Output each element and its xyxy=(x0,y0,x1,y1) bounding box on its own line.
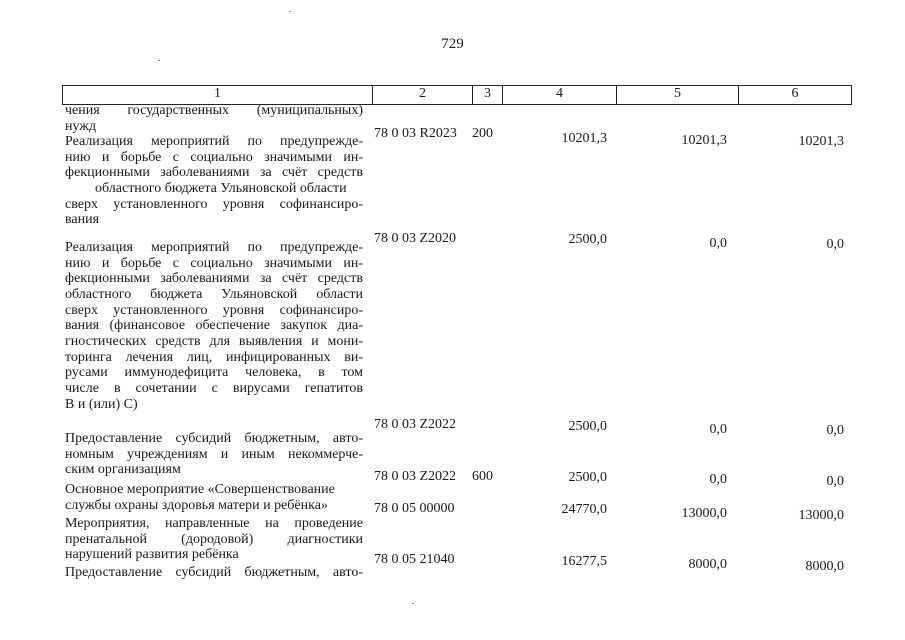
row-col5: 0,0 xyxy=(709,236,727,251)
row-col4: 16277,5 xyxy=(561,554,607,569)
desc-line: областного бюджета Ульяновской области xyxy=(95,180,347,196)
row-description xyxy=(65,565,363,581)
row-col4: 10201,3 xyxy=(561,131,607,146)
row-description xyxy=(65,240,363,412)
header-col-2: 2 xyxy=(372,86,472,104)
desc-line: фекционными заболеваниями за счёт средств xyxy=(65,271,363,287)
scan-speck xyxy=(412,603,414,604)
row-description xyxy=(65,482,363,513)
header-col-4: 4 xyxy=(502,86,616,104)
desc-line: Предоставление субсидий бюджетным, авто- xyxy=(65,431,363,446)
desc-line: фекционными заболеваниями за счёт средств xyxy=(65,165,363,181)
desc-line: торинга лечения лиц, инфицированных ви- xyxy=(65,349,363,365)
desc-line: нию и борьбе с социально значимыми ин- xyxy=(65,255,363,271)
desc-line: сверх установленного уровня софинансиро- xyxy=(65,196,363,212)
row-col5: 0,0 xyxy=(709,472,727,487)
desc-line: пренатальной (дородовой) диагностики xyxy=(65,531,363,547)
row-col5: 0,0 xyxy=(709,422,727,437)
desc-line: номным учреждениям и иным некоммерче- xyxy=(65,446,363,462)
scan-speck xyxy=(158,60,160,61)
desc-line: В и (или) С) xyxy=(65,396,138,412)
row-col6: 0,0 xyxy=(826,474,844,489)
row-col5: 13000,0 xyxy=(681,506,727,521)
row-description xyxy=(65,103,363,134)
row-col4: 24770,0 xyxy=(561,502,607,517)
desc-line: русами иммунодефицита человека, в том xyxy=(65,365,363,381)
desc-line: Предоставление субсидий бюджетным, авто- xyxy=(65,565,363,580)
desc-line: Реализация мероприятий по предупрежде- xyxy=(65,134,363,149)
row-col5: 10201,3 xyxy=(681,133,727,148)
row-description xyxy=(65,134,363,228)
header-col-5: 5 xyxy=(616,86,738,104)
desc-line: вания xyxy=(65,212,100,228)
scan-speck xyxy=(289,11,291,12)
desc-line: службы охраны здоровья матери и ребёнка» xyxy=(65,497,328,513)
header-col-6: 6 xyxy=(738,86,851,104)
row-col6: 0,0 xyxy=(826,237,844,252)
row-description xyxy=(65,516,363,563)
row-col6: 0,0 xyxy=(826,423,844,438)
desc-line: областного бюджета Ульяновской области xyxy=(65,286,363,302)
row-col4: 2500,0 xyxy=(568,419,607,434)
desc-line: Основное мероприятие «Совершенствование xyxy=(65,482,335,497)
table-header xyxy=(62,85,852,105)
row-code: 78 0 05 00000 xyxy=(374,501,455,516)
row-code: 78 0 03 Z2022 xyxy=(374,469,457,484)
desc-line: Мероприятия, направленные на проведение xyxy=(65,516,363,531)
row-col4: 2500,0 xyxy=(568,470,607,485)
row-col6: 13000,0 xyxy=(798,508,844,523)
row-code: 78 0 03 Z2022 xyxy=(374,417,457,432)
row-col6: 8000,0 xyxy=(805,559,844,574)
desc-line: числе в сочетании с вирусами гепатитов xyxy=(65,380,363,396)
desc-line: нию и борьбе с социально значимыми ин- xyxy=(65,149,363,165)
desc-line: нарушений развития ребёнка xyxy=(65,547,239,563)
desc-line: чения государственных (муниципальных) xyxy=(65,103,363,118)
row-code: 78 0 03 R2023 xyxy=(374,126,457,141)
row-col4: 2500,0 xyxy=(568,232,607,247)
row-code: 78 0 05 21040 xyxy=(374,552,455,567)
desc-line: ским организациям xyxy=(65,462,181,478)
row-col5: 8000,0 xyxy=(688,557,727,572)
desc-line: вания (финансовое обеспечение закупок диа- xyxy=(65,318,363,334)
row-col3: 200 xyxy=(472,126,493,141)
header-col-1: 1 xyxy=(214,86,221,101)
desc-line: Реализация мероприятий по предупрежде- xyxy=(65,240,363,255)
row-code: 78 0 03 Z2020 xyxy=(374,231,457,246)
row-col6: 10201,3 xyxy=(798,134,844,149)
row-col3: 600 xyxy=(472,469,493,484)
page-number: 729 xyxy=(441,36,464,52)
desc-line: гностических средств для выявления и мони- xyxy=(65,333,363,349)
desc-line: нужд xyxy=(65,118,97,134)
header-col-3: 3 xyxy=(472,86,502,104)
row-description xyxy=(65,431,363,478)
desc-line: сверх установленного уровня софинансиро- xyxy=(65,302,363,318)
